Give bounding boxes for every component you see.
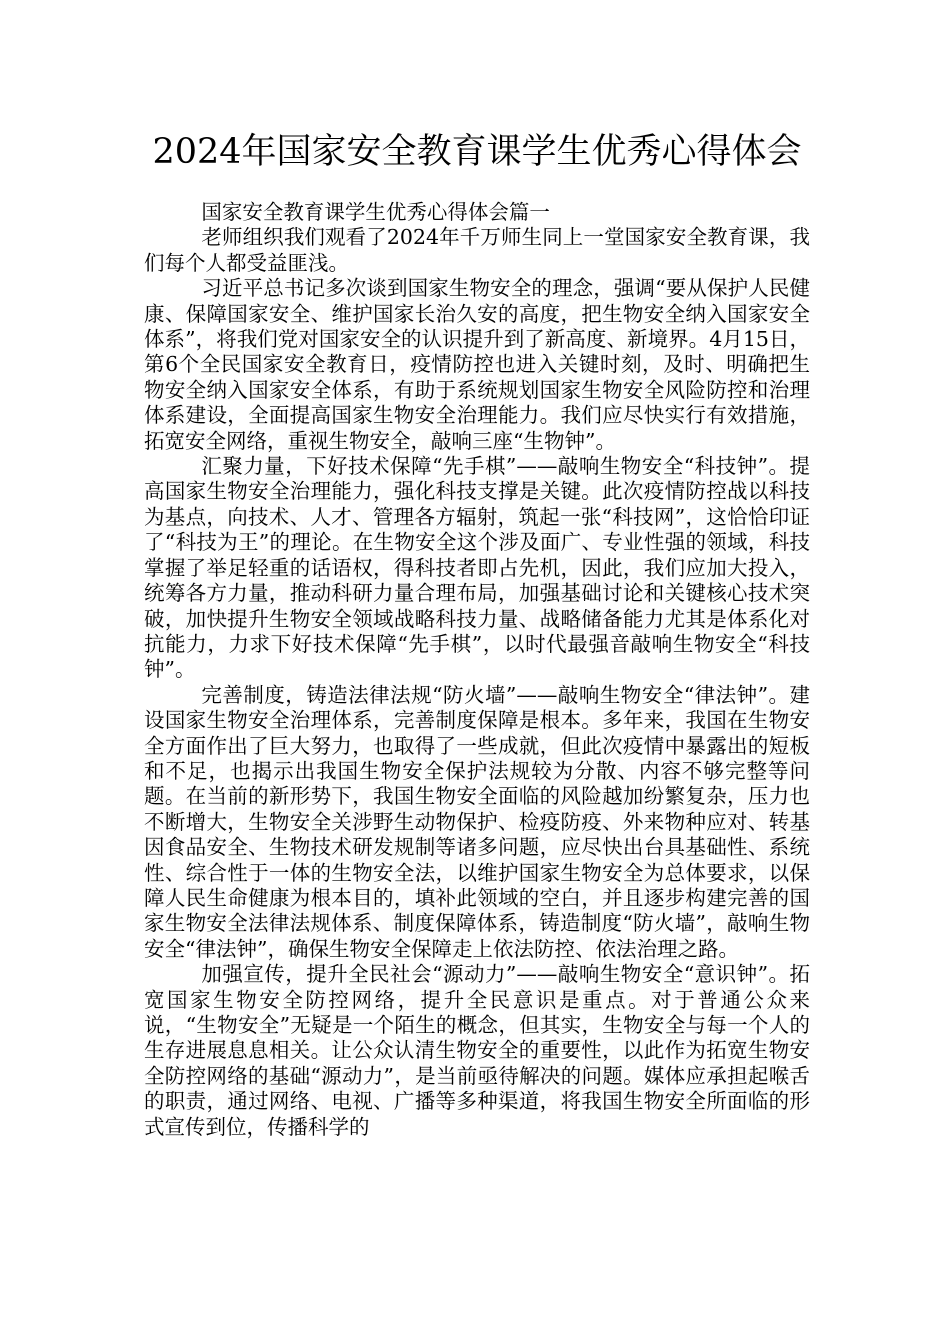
paragraph: 习近平总书记多次谈到国家生物安全的理念，强调“要从保护人民健康、保障国家安全、维护国家长治久安的高度，把生物安全纳入国家安全体系”，将我们党对国家安全的认识提升到了新高度、新境界。4月15日，第6个全民国家安全教育日，疫情防控也进入关键时刻，及时、明确把生物安全纳入国家安全体系，有助于系统规划国家生物安全风险防控和治理体系建设，全面提高国家生物安全治理能力。我们应尽快实行有效措施，拓宽安全网络，重视生物安全，敲响三座“生物钟”。 <box>144 276 810 453</box>
paragraph: 汇聚力量，下好技术保障“先手棋”——敲响生物安全“科技钟”。提高国家生物安全治理能力，强化科技支撑是关键。此次疫情防控战以科技为基点，向技术、人才、管理各方辐射，筑起一张“科技网”，这恰恰印证了“科技为王”的理论。在生物安全这个涉及面广、专业性强的领域，科技掌握了举足轻重的话语权，得科技者即占先机，因此，我们应加大投入，统筹各方力量，推动科研力量合理布局，加强基础讨论和关键核心技术突破，加快提升生物安全领域战略科技力量、战略储备能力尤其是体系化对抗能力，力求下好技术保障“先手棋”，以时代最强音敲响生物安全“科技钟”。 <box>144 454 810 682</box>
document-page <box>144 0 810 1344</box>
paragraph: 加强宣传，提升全民社会“源动力”——敲响生物安全“意识钟”。拓宽国家生物安全防控网络，提升全民意识是重点。对于普通公众来说，“生物安全”无疑是一个陌生的概念，但其实，生物安全与每一个人的生存进展息息相关。让公众认清生物安全的重要性，以此作为拓宽生物安全防控网络的基础“源动力”，是当前亟待解决的问题。媒体应承担起喉舌的职责，通过网络、电视、广播等多种渠道，将我国生物安全所面临的形式宣传到位，传播科学的 <box>144 962 810 1139</box>
document-title: 2024年国家安全教育课学生优秀心得体会 <box>152 132 802 172</box>
paragraph: 完善制度，铸造法律法规“防火墙”——敲响生物安全“律法钟”。建设国家生物安全治理体系，完善制度保障是根本。多年来，我国在生物安全方面作出了巨大努力，也取得了一些成就，但此次疫情中暴露出的短板和不足，也揭示出我国生物安全保护法规较为分散、内容不够完整等问题。在当前的新形势下，我国生物安全面临的风险越加纷繁复杂，压力也不断增大，生物安全关涉野生动物保护、检疫防疫、外来物种应对、转基因食品安全、生物技术研发规制等诸多问题，应尽快出台具基础性、系统性、综合性于一体的生物安全法，以维护国家生物安全为总体要求，以保障人民生命健康为根本目的，填补此领域的空白，并且逐步构建完善的国家生物安全法律法规体系、制度保障体系，铸造制度“防火墙”，敲响生物安全“律法钟”，确保生物安全保障走上依法防控、依法治理之路。 <box>144 682 810 961</box>
section-heading: 国家安全教育课学生优秀心得体会篇一 <box>201 200 550 224</box>
document-body <box>144 200 810 1140</box>
paragraph: 老师组织我们观看了2024年千万师生同上一堂国家安全教育课，我们每个人都受益匪浅。 <box>144 225 810 275</box>
